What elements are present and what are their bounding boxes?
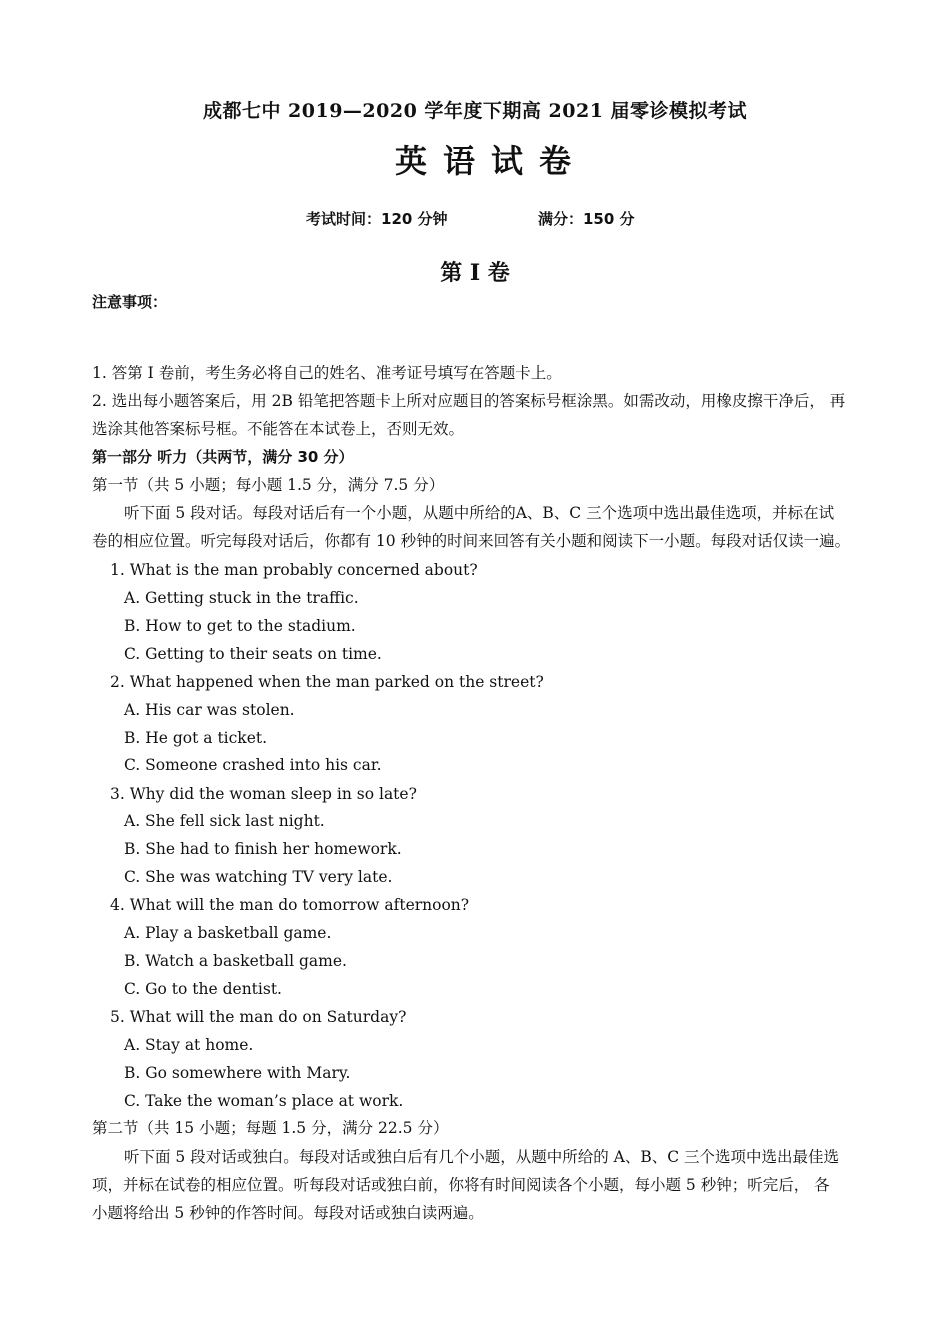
- part1-heading: 第一部分 听力（共两节，满分 30 分）: [92, 448, 354, 466]
- question-3-option-b: B. She had to finish her homework.: [124, 840, 402, 858]
- section1-instructions-line2: 卷的相应位置。听完每段对话后，你都有 10 秒钟的时间来回答有关小题和阅读下一小题。每段对话仅读一遍。: [92, 532, 851, 550]
- question-5-option-a: A. Stay at home.: [124, 1036, 254, 1054]
- question-4-option-c: C. Go to the dentist.: [124, 980, 282, 998]
- question-3-option-c: C. She was watching TV very late.: [124, 868, 393, 886]
- question-3-option-a: A. She fell sick last night.: [124, 812, 325, 830]
- notes-heading: 注意事项：: [92, 293, 168, 311]
- subject-title: 英语试卷: [394, 142, 587, 180]
- question-1-option-b: B. How to get to the stadium.: [124, 617, 356, 635]
- question-1-option-a: A. Getting stuck in the traffic.: [124, 589, 359, 607]
- question-2: 2. What happened when the man parked on the street?: [110, 673, 544, 691]
- question-3: 3. Why did the woman sleep in so late?: [110, 785, 417, 803]
- question-1-option-c: C. Getting to their seats on time.: [124, 645, 382, 663]
- question-4: 4. What will the man do tomorrow afternoon?: [110, 896, 470, 914]
- question-5: 5. What will the man do on Saturday?: [110, 1008, 407, 1026]
- question-4-option-a: A. Play a basketball game.: [124, 924, 332, 942]
- section1-heading: 第一节（共 5 小题；每小题 1.5 分，满分 7.5 分）: [92, 476, 445, 494]
- question-5-option-b: B. Go somewhere with Mary.: [124, 1064, 351, 1082]
- exam-time: 考试时间：120 分钟: [306, 210, 448, 228]
- section2-instructions-line3: 小题将给出 5 秒钟的作答时间。每段对话或独白读两遍。: [92, 1204, 484, 1222]
- question-4-option-b: B. Watch a basketball game.: [124, 952, 347, 970]
- section1-instructions-line1: 听下面 5 段对话。每段对话后有一个小题，从题中所给的A、B、C 三个选项中选出最佳选项，并标在试: [124, 504, 835, 522]
- note-item-2-cont: 选涂其他答案标号框。不能答在本试卷上，否则无效。: [92, 420, 465, 438]
- section2-instructions-line2: 项，并标在试卷的相应位置。听每段对话或独白前，你将有时间阅读各个小题，每小题 5 秒钟；听完后， 各: [92, 1176, 830, 1194]
- note-item-1: 1. 答第 I 卷前，考生务必将自己的姓名、准考证号填写在答题卡上。: [92, 364, 562, 382]
- section2-heading: 第二节（共 15 小题；每题 1.5 分，满分 22.5 分）: [92, 1119, 449, 1137]
- full-score: 满分：150 分: [538, 210, 635, 228]
- note-item-2: 2. 选出每小题答案后，用 2B 铅笔把答题卡上所对应题目的答案标号框涂黑。如需改动，用橡皮擦干净后， 再: [92, 392, 846, 410]
- volume-title: 第 I 卷: [440, 260, 510, 286]
- question-1: 1. What is the man probably concerned about?: [110, 561, 478, 579]
- question-2-option-c: C. Someone crashed into his car.: [124, 756, 382, 774]
- question-2-option-a: A. His car was stolen.: [124, 701, 295, 719]
- question-2-option-b: B. He got a ticket.: [124, 729, 268, 747]
- section2-instructions-line1: 听下面 5 段对话或独白。每段对话或独白后有几个小题，从题中所给的 A、B、C 三个选项中选出最佳选: [124, 1148, 840, 1166]
- question-5-option-c: C. Take the woman’s place at work.: [124, 1092, 404, 1110]
- school-exam-title: 成都七中 2019—2020 学年度下期高 2021 届零诊模拟考试: [202, 100, 748, 122]
